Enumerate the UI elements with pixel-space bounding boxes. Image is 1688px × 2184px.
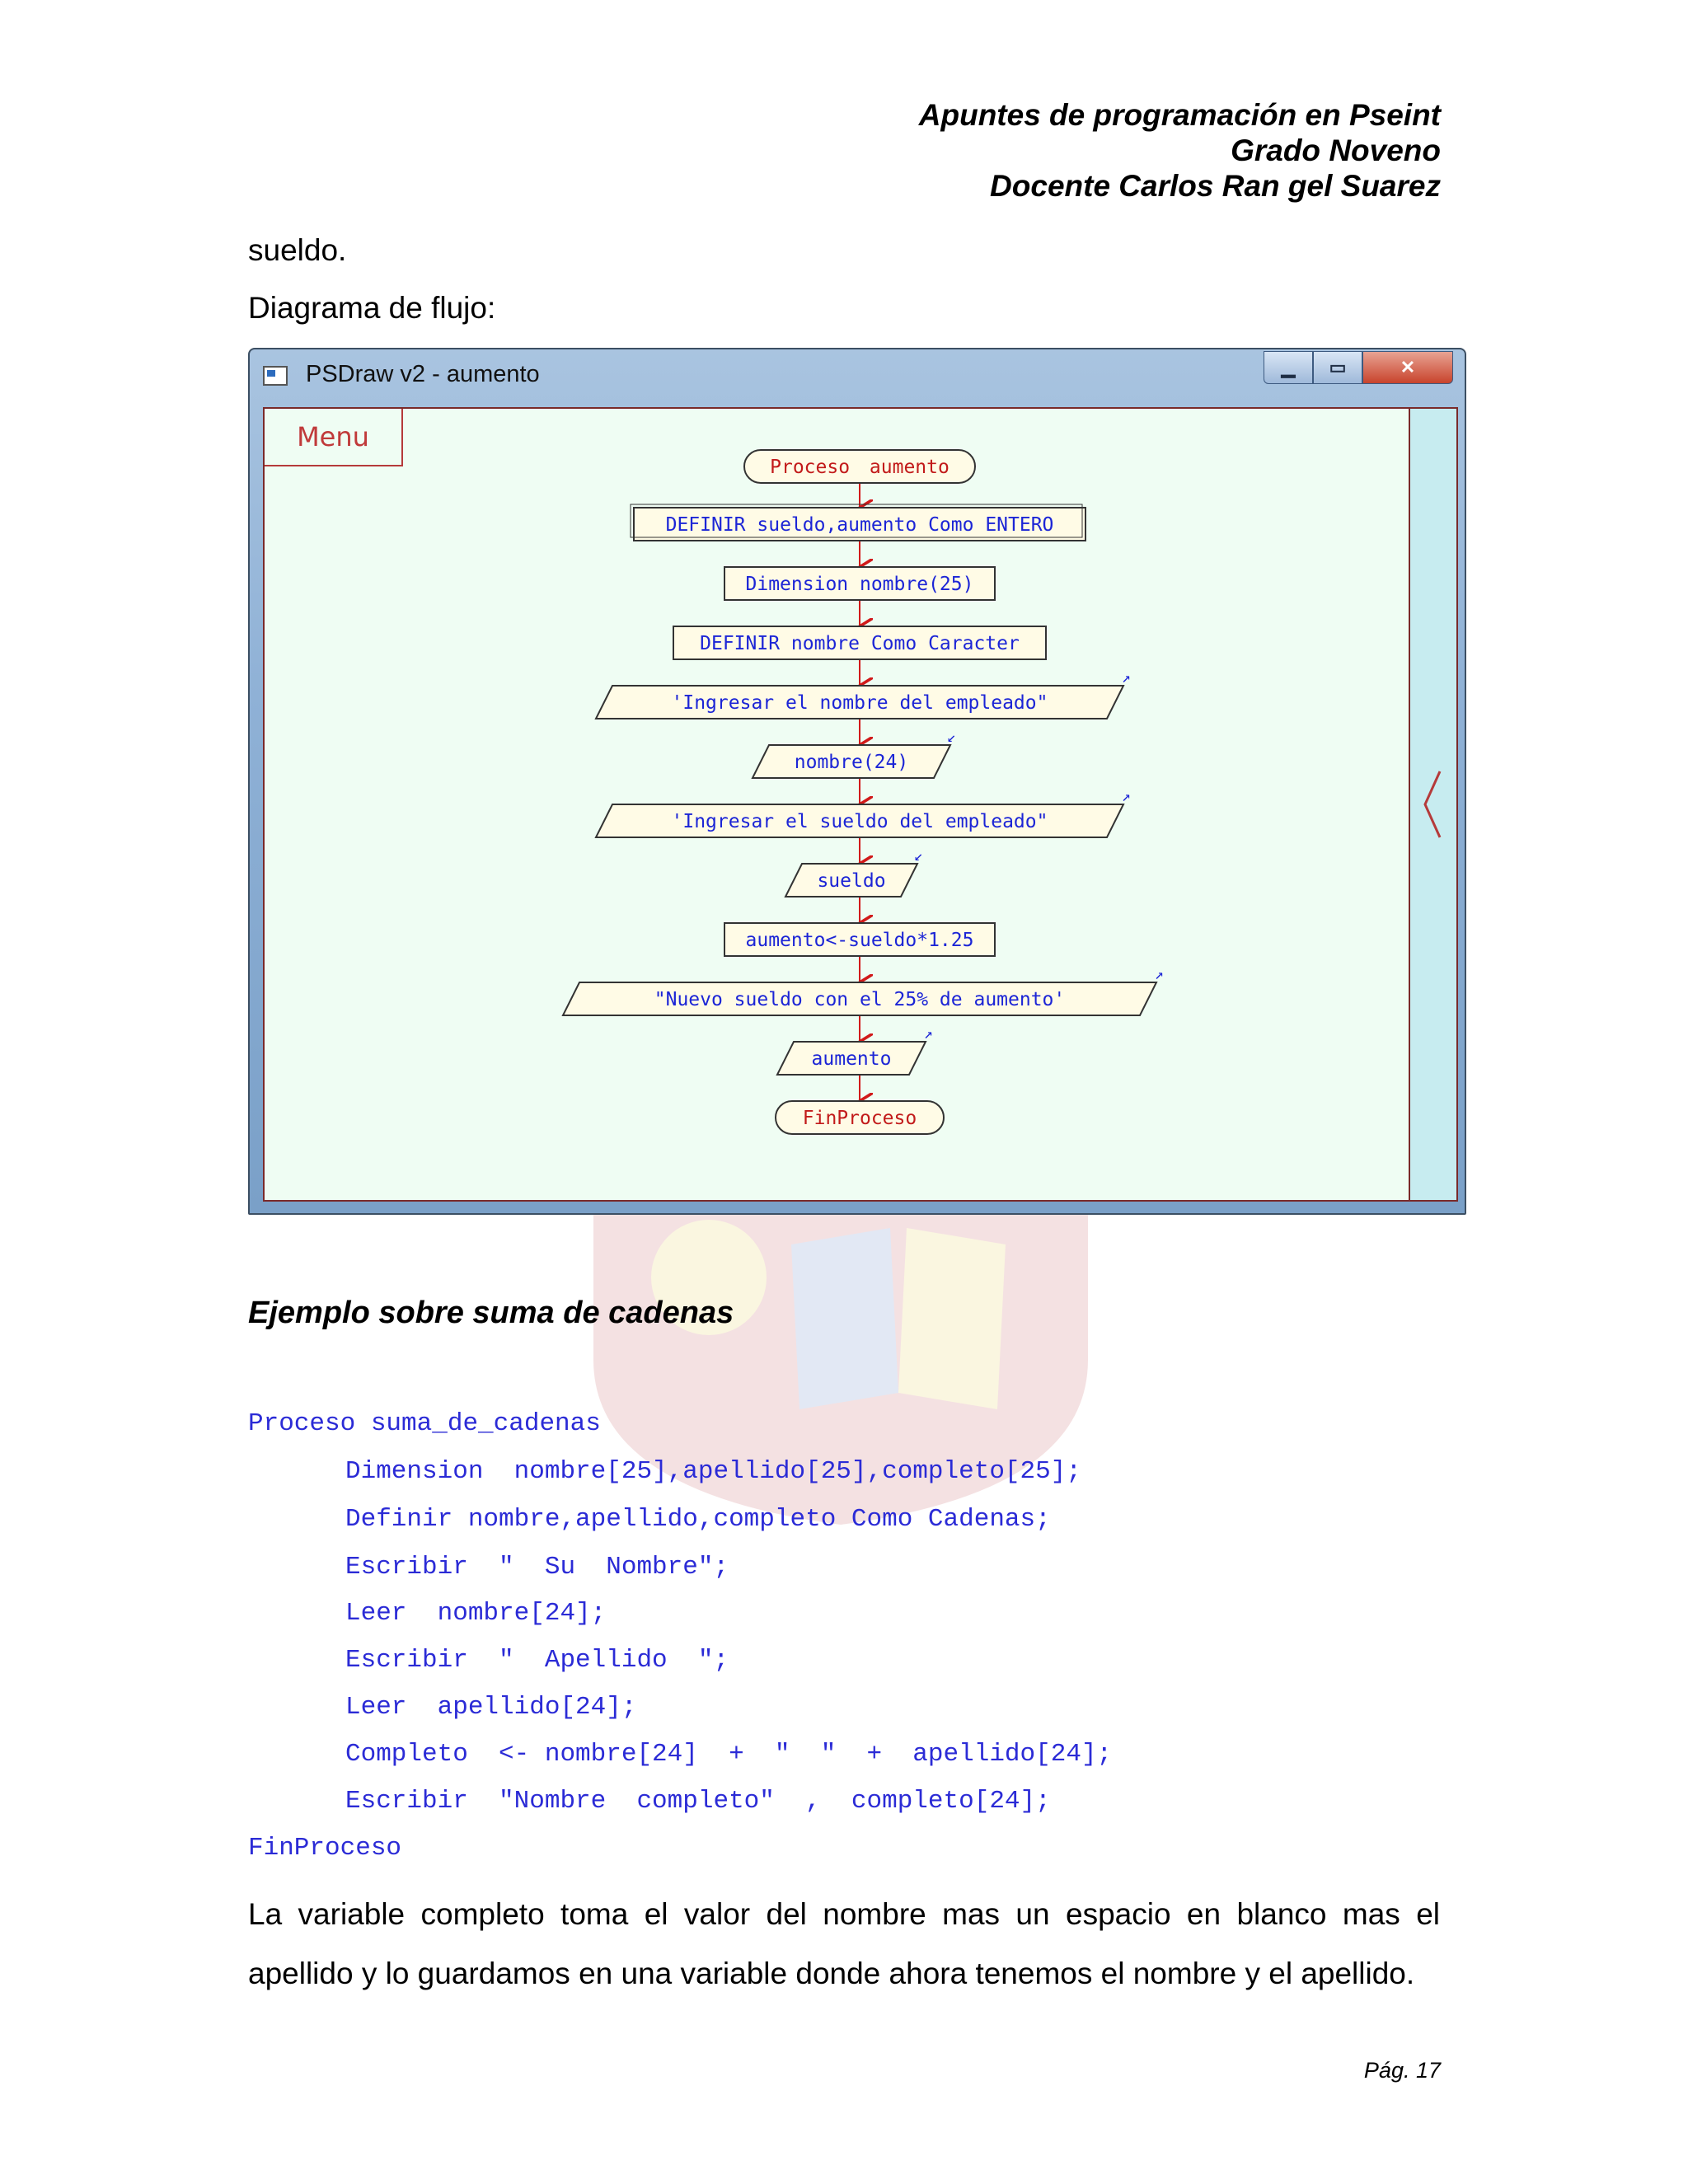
header-teacher: Docente Carlos Ran gel Suarez xyxy=(990,169,1441,203)
menu-button[interactable]: Menu xyxy=(265,409,403,466)
input-arrow-icon: ↙ xyxy=(914,847,923,865)
minimize-button[interactable] xyxy=(1264,351,1313,384)
psdraw-window xyxy=(248,348,1466,1215)
flow-node-assign-aumento[interactable] xyxy=(724,923,995,956)
flowchart xyxy=(263,407,1410,1202)
code-line: Escribir "Nombre completo" , completo[24]; xyxy=(345,1787,1051,1816)
output-arrow-icon: ↗ xyxy=(1122,788,1131,805)
flow-output-ingresar-sueldo[interactable] xyxy=(596,788,1131,837)
node-text: "Nuevo sueldo con el 25% de aumento' xyxy=(654,989,1066,1010)
code-line: Escribir " Apellido "; xyxy=(345,1646,729,1675)
window-titlebar[interactable] xyxy=(250,349,1465,404)
flow-node-define-sueldo[interactable] xyxy=(631,504,1085,541)
node-text: 'Ingresar el nombre del empleado" xyxy=(671,692,1048,714)
output-arrow-icon: ↗ xyxy=(1122,669,1131,687)
node-text: DEFINIR sueldo,aumento Como ENTERO xyxy=(665,514,1054,536)
svg-text:Proceso aumento xyxy=(770,457,950,478)
flow-input-sueldo[interactable] xyxy=(785,847,923,897)
code-line: Leer apellido[24]; xyxy=(345,1693,637,1722)
window-controls xyxy=(1264,351,1453,384)
flow-output-aumento[interactable] xyxy=(777,1025,933,1075)
code-line: Definir nombre,apellido,completo Como Cadenas; xyxy=(345,1505,1051,1534)
chevron-left-icon[interactable] xyxy=(1420,770,1445,839)
output-arrow-icon: ↗ xyxy=(1155,966,1164,983)
maximize-button[interactable] xyxy=(1313,351,1362,384)
flow-end[interactable] xyxy=(776,1101,944,1134)
maximize-icon: ▭ xyxy=(1329,357,1347,377)
node-text: aumento xyxy=(811,1048,892,1070)
app-icon xyxy=(263,366,288,386)
header-title: Apuntes de programación en Pseint xyxy=(918,98,1441,132)
header-grade: Grado Noveno xyxy=(1231,134,1441,167)
close-button[interactable] xyxy=(1362,351,1453,384)
flow-output-ingresar-nombre[interactable] xyxy=(596,669,1131,719)
page-number: Pág. 17 xyxy=(1363,2058,1441,2083)
code-line: Escribir " Su Nombre"; xyxy=(345,1553,729,1582)
output-arrow-icon: ↗ xyxy=(924,1025,933,1043)
node-text: DEFINIR nombre Como Caracter xyxy=(700,633,1020,654)
node-text: aumento<-sueldo*1.25 xyxy=(745,930,974,951)
flow-node-define-nombre[interactable] xyxy=(673,626,1046,659)
node-text: Dimension nombre(25) xyxy=(745,574,974,595)
document-header xyxy=(919,97,1441,204)
end-label: FinProceso xyxy=(802,1108,917,1129)
section-title: Ejemplo sobre suma de cadenas xyxy=(248,1296,734,1330)
start-process-name: aumento xyxy=(869,457,950,478)
intro-fragment: sueldo. xyxy=(248,233,347,267)
flow-output-nuevo-sueldo[interactable] xyxy=(563,966,1164,1015)
node-text: nombre(24) xyxy=(794,752,909,773)
start-keyword: Proceso xyxy=(770,457,851,478)
node-text: 'Ingresar el sueldo del empleado" xyxy=(671,811,1048,832)
close-icon: ✕ xyxy=(1400,357,1416,377)
code-line: Dimension nombre[25],apellido[25],completo[25]; xyxy=(345,1457,1081,1486)
flow-input-nombre[interactable] xyxy=(753,729,956,778)
flow-node-dimension[interactable] xyxy=(724,567,995,600)
node-text: sueldo xyxy=(817,870,886,892)
window-title: PSDraw v2 - aumento xyxy=(306,361,540,387)
body-paragraph: La variable completo toma el valor del nombre mas un espacio en blanco mas el apellido y lo guardamos en una variable donde ahora tenemos el nombre y el apellido. xyxy=(248,1897,1440,1990)
code-line: FinProceso xyxy=(248,1834,402,1863)
input-arrow-icon: ↙ xyxy=(947,729,956,746)
code-line: Leer nombre[24]; xyxy=(345,1599,607,1628)
code-line: Completo <- nombre[24] + " " + apellido[24]; xyxy=(345,1740,1113,1769)
minimize-icon: ▁ xyxy=(1281,357,1296,377)
diagram-label: Diagrama de flujo: xyxy=(248,291,496,325)
flow-start[interactable] xyxy=(744,450,975,483)
code-line: Proceso suma_de_cadenas xyxy=(248,1409,601,1438)
